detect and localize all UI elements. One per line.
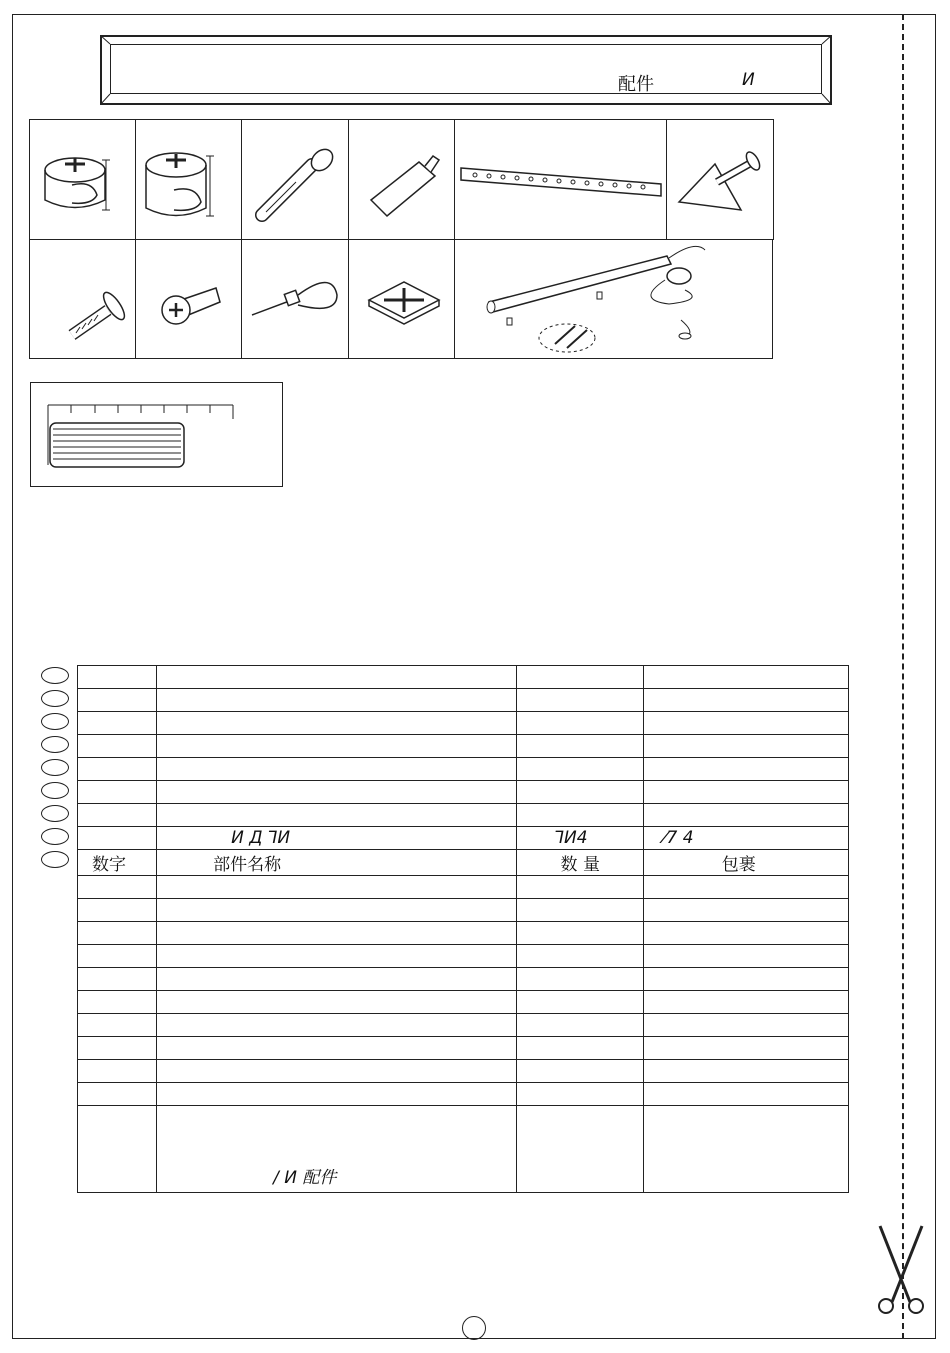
glue-tube-icon [349, 120, 454, 239]
flat-head-bolt-icon [30, 240, 135, 358]
table-row [78, 1083, 849, 1106]
table-row [78, 899, 849, 922]
table-row: / И 配件 [78, 1106, 849, 1193]
part-cell-corner-block [666, 119, 774, 240]
table-row [78, 804, 849, 827]
column-header-part-name: 部件名称 [157, 850, 516, 876]
table-row [78, 1060, 849, 1083]
cut-line [902, 14, 904, 1339]
cam-lock-small-icon [30, 120, 135, 239]
table-row [78, 781, 849, 804]
row-bubble [41, 782, 69, 799]
table-row [78, 735, 849, 758]
table-row [78, 922, 849, 945]
tie-mount-icon [349, 240, 454, 358]
row-bubble [41, 851, 69, 868]
part-cell-drawer-rail [454, 119, 667, 240]
table-row: И Д ⅂И ⅂И4 ⁄7 4 [78, 827, 849, 850]
led-light-kit-icon [455, 240, 772, 358]
table-row [78, 876, 849, 899]
part-cell-cam-lock-large [135, 119, 242, 240]
part-cell-cam-bolt [241, 119, 349, 240]
cable-tie-icon [242, 240, 348, 358]
parts-table [77, 665, 849, 1193]
table-row [78, 758, 849, 781]
corner-block-icon [667, 120, 773, 239]
page-title: 配件 [618, 74, 654, 95]
page-title-suffix: И [742, 70, 755, 90]
table-header-row [78, 850, 849, 876]
wooden-dowel-icon [31, 383, 282, 486]
row-bubble [41, 759, 69, 776]
table-row [78, 991, 849, 1014]
column-header-package: 包裹 [643, 850, 848, 876]
row-bubble [41, 828, 69, 845]
dowel-ruler-box [30, 382, 283, 487]
table-row [78, 1014, 849, 1037]
table-row [78, 689, 849, 712]
countersunk-screw-icon [136, 240, 241, 358]
drawer-rail-icon [455, 120, 666, 239]
table-row [78, 712, 849, 735]
part-cell-flat-head-bolt [29, 239, 136, 359]
table-row [78, 666, 849, 689]
scissors-icon [872, 1222, 930, 1316]
part-cell-glue-tube [348, 119, 455, 240]
part-cell-led-light-kit [454, 239, 773, 359]
table-row [78, 945, 849, 968]
column-header-quantity: 数 量 [516, 850, 643, 876]
column-header-number: 数字 [78, 850, 157, 876]
row-bubble [41, 690, 69, 707]
row-bubble [41, 805, 69, 822]
part-cell-cable-tie [241, 239, 349, 359]
table-row [78, 968, 849, 991]
table-row [78, 1037, 849, 1060]
cam-bolt-icon [242, 120, 348, 239]
cam-lock-large-icon [136, 120, 241, 239]
row-bubble [41, 713, 69, 730]
part-cell-countersunk-screw [135, 239, 242, 359]
title-frame-corners [100, 35, 832, 105]
row-bubble [41, 667, 69, 684]
page-number-circle [462, 1316, 486, 1340]
row-bubble [41, 736, 69, 753]
part-cell-cam-lock-small [29, 119, 136, 240]
part-cell-tie-mount [348, 239, 455, 359]
